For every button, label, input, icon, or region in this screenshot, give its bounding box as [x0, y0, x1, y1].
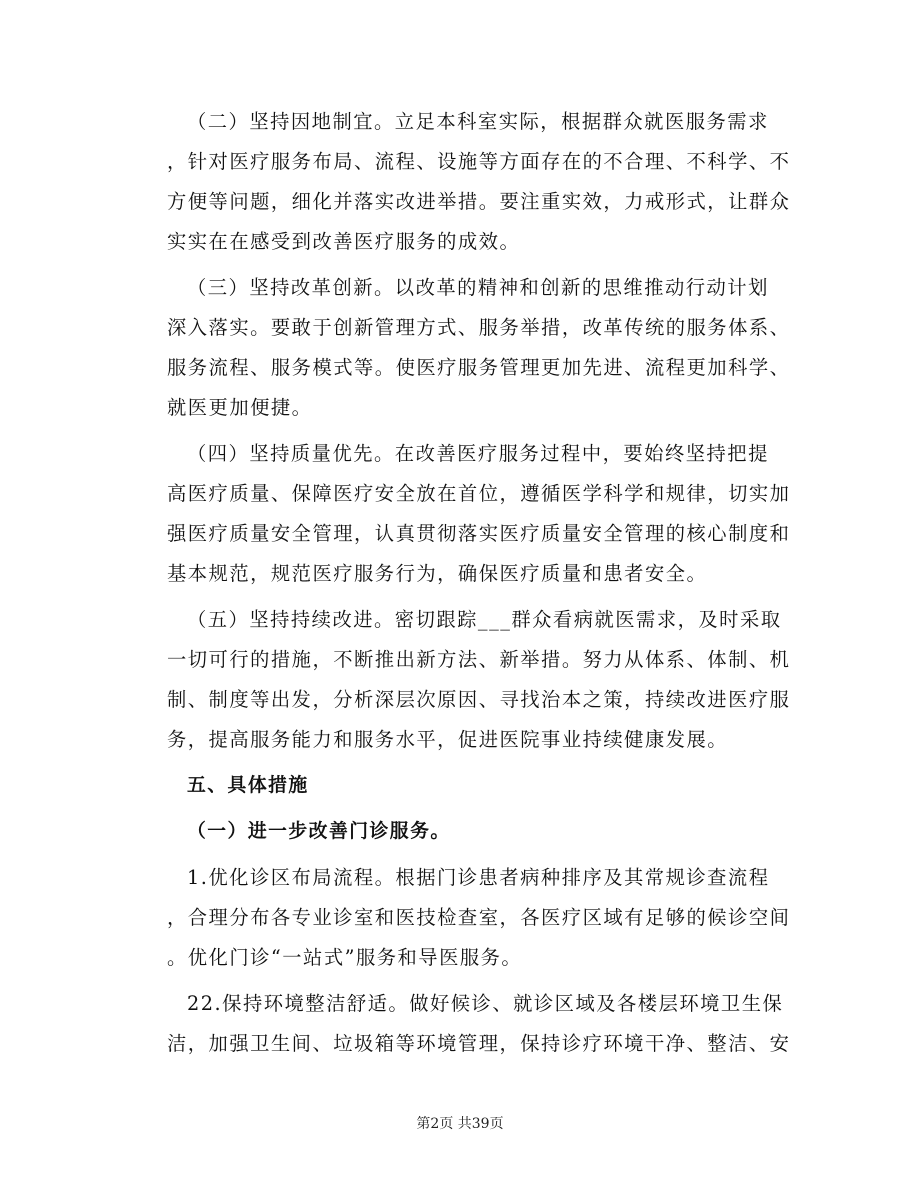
- text-line: 服务流程、服务模式等。使医疗服务管理更加先进、流程更加科学、: [167, 356, 791, 379]
- text-line: 方便等问题，细化并落实改进举措。要注重实效，力戒形式，让群众: [167, 190, 791, 213]
- text-line: ，针对医疗服务布局、流程、设施等方面存在的不合理、不科学、不: [167, 150, 791, 173]
- text-line: 深入落实。要敢于创新管理方式、服务举措，改革传统的服务体系、: [167, 316, 791, 339]
- section-heading: 五、具体措施: [187, 775, 309, 796]
- text-line: （三）坚持改革创新。以改革的精神和创新的思维推动行动计划: [187, 276, 769, 299]
- text-line: 务，提高服务能力和服务水平，促进医院事业持续健康发展。: [167, 728, 729, 751]
- text-line: 1.优化诊区布局流程。根据门诊患者病种排序及其常规诊查流程: [187, 866, 770, 889]
- text-line: 制、制度等出发，分析深层次原因、寻找治本之策，持续改进医疗服: [167, 688, 791, 711]
- text-line: ，合理分布各专业诊室和医技检查室，各医疗区域有足够的候诊空间: [167, 906, 791, 929]
- page-number-footer: 第2页 共39页: [416, 1116, 504, 1132]
- text-line: 高医疗质量、保障医疗安全放在首位，遵循医学科学和规律，切实加: [167, 482, 791, 505]
- paragraph-reform-innovation: [167, 268, 791, 428]
- text-line: 实实在在感受到改善医疗服务的成效。: [167, 230, 521, 253]
- paragraph-quality-first: [167, 434, 791, 594]
- text-line: 就医更加便捷。: [167, 396, 313, 419]
- subsection-heading: （一）进一步改善门诊服务。: [187, 821, 451, 842]
- paragraph-continuous-improvement: [167, 600, 791, 760]
- text-line: 一切可行的措施，不断推出新方法、新举措。努力从体系、体制、机: [167, 648, 791, 671]
- item-clean-environment: [167, 984, 791, 1064]
- text-line: 22.保持环境整洁舒适。做好候诊、就诊区域及各楼层环境卫生保: [187, 992, 784, 1015]
- document-body: [167, 102, 791, 1064]
- text-line: 。优化门诊“一站式”服务和导医服务。: [167, 946, 523, 969]
- text-line: （五）坚持持续改进。密切跟踪___群众看病就医需求，及时采取: [187, 608, 782, 631]
- text-line: 洁，加强卫生间、垃圾箱等环境管理，保持诊疗环境干净、整洁、安: [167, 1032, 791, 1055]
- text-line: 强医疗质量安全管理，认真贯彻落实医疗质量安全管理的核心制度和: [167, 522, 791, 545]
- item-optimize-layout: [167, 858, 791, 978]
- paragraph-adapt-local: [167, 102, 791, 262]
- text-line: 基本规范，规范医疗服务行为，确保医疗质量和患者安全。: [167, 562, 708, 585]
- text-line: （四）坚持质量优先。在改善医疗服务过程中，要始终坚持把提: [187, 442, 769, 465]
- text-line: （二）坚持因地制宜。立足本科室实际，根据群众就医服务需求: [187, 110, 769, 133]
